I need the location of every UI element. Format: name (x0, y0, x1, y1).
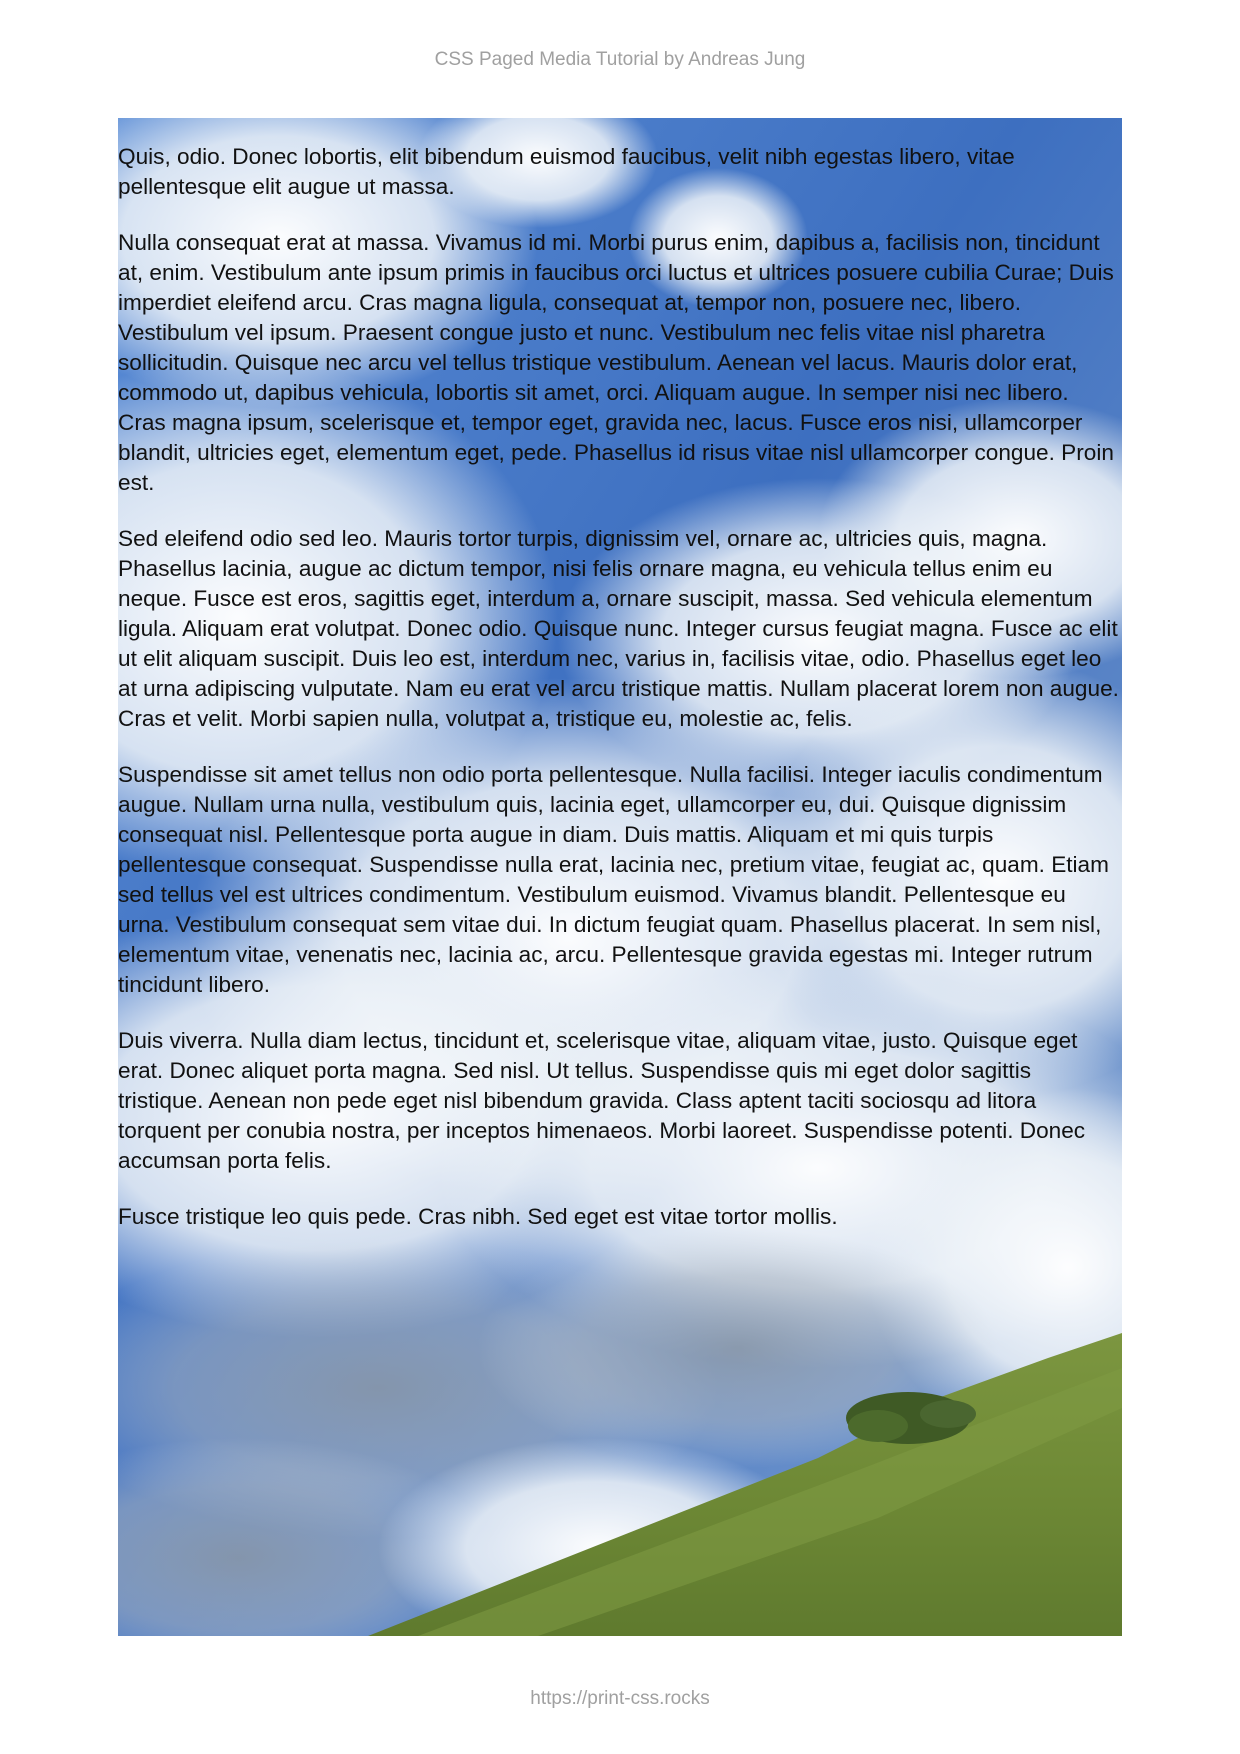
paragraph: Nulla consequat erat at massa. Vivamus id mi. Morbi purus enim, dapibus a, facilisis non, tincidunt at, enim. Vestibulum ante ipsum primis in faucibus orci luctus et ultrices posuere cubilia Curae; Duis imperdiet eleifend arcu. Cras magna ligula, consequat at, tempor non, posuere nec, libero. Vestibulum vel ipsum. Praesent congue justo et nunc. Vestibulum nec felis vitae nisl pharetra sollicitudin. Quisque nec arcu vel tellus tristique vestibulum. Aenean vel lacus. Mauris dolor erat, commodo ut, dapibus vehicula, lobortis sit amet, orci. Aliquam augue. In semper nisi nec libero. Cras magna ipsum, scelerisque et, tempor eget, gravida nec, lacus. Fusce eros nisi, ullamcorper blandit, ultricies eget, elementum eget, pede. Phasellus id risus vitae nisl ullamcorper congue. Proin est. (118, 230, 1114, 495)
paragraph: Sed eleifend odio sed leo. Mauris tortor turpis, dignissim vel, ornare ac, ultricies quis, magna. Phasellus lacinia, augue ac dictum tempor, nisi felis ornare magna, eu vehicula tellus enim eu neque. Fusce est eros, sagittis eget, interdum a, ornare suscipit, massa. Sed vehicula elementum ligula. Aliquam erat volutpat. Donec odio. Quisque nunc. Integer cursus feugiat magna. Fusce ac elit ut elit aliquam suscipit. Duis leo est, interdum nec, varius in, facilisis vitae, odio. Phasellus eget leo at urna adipiscing vulputate. Nam eu erat vel arcu tristique mattis. Nullam placerat lorem non augue. Cras et velit. Morbi sapien nulla, volutpat a, tristique eu, molestie ac, felis. (118, 526, 1119, 731)
body-text (118, 142, 1122, 1258)
content-area (118, 118, 1122, 1636)
paragraph: Duis viverra. Nulla diam lectus, tincidunt et, scelerisque vitae, aliquam vitae, justo. Quisque eget erat. Donec aliquet porta magna. Sed nisl. Ut tellus. Suspendisse quis mi eget dolor sagittis tristique. Aenean non pede eget nisl bibendum gravida. Class aptent taciti sociosqu ad litora torquent per conubia nostra, per inceptos himenaeos. Morbi laoreet. Suspendisse potenti. Donec accumsan porta felis. (118, 1028, 1086, 1173)
paragraph: Quis, odio. Donec lobortis, elit bibendum euismod faucibus, velit nibh egestas libero, vitae pellentesque elit augue ut massa. (118, 144, 1015, 199)
paragraph: Suspendisse sit amet tellus non odio porta pellentesque. Nulla facilisi. Integer iaculis condimentum augue. Nullam urna nulla, vestibulum quis, lacinia eget, ullamcorper eu, dui. Quisque dignissim consequat nisl. Pellentesque porta augue in diam. Duis mattis. Aliquam et mi quis turpis pellentesque consequat. Suspendisse nulla erat, lacinia nec, pretium vitae, feugiat ac, quam. Etiam sed tellus vel est ultrices condimentum. Vestibulum euismod. Vivamus blandit. Pellentesque eu urna. Vestibulum consequat sem vitae dui. In dictum feugiat quam. Phasellus placerat. In sem nisl, elementum vitae, venenatis nec, lacinia ac, arcu. Pellentesque gravida egestas mi. Integer rutrum tincidunt libero. (118, 762, 1109, 997)
running-footer-url: https://print-css.rocks (530, 1688, 710, 1709)
paragraph: Fusce tristique leo quis pede. Cras nibh. Sed eget est vitae tortor mollis. (118, 1204, 838, 1229)
running-header: CSS Paged Media Tutorial by Andreas Jung (434, 49, 806, 70)
